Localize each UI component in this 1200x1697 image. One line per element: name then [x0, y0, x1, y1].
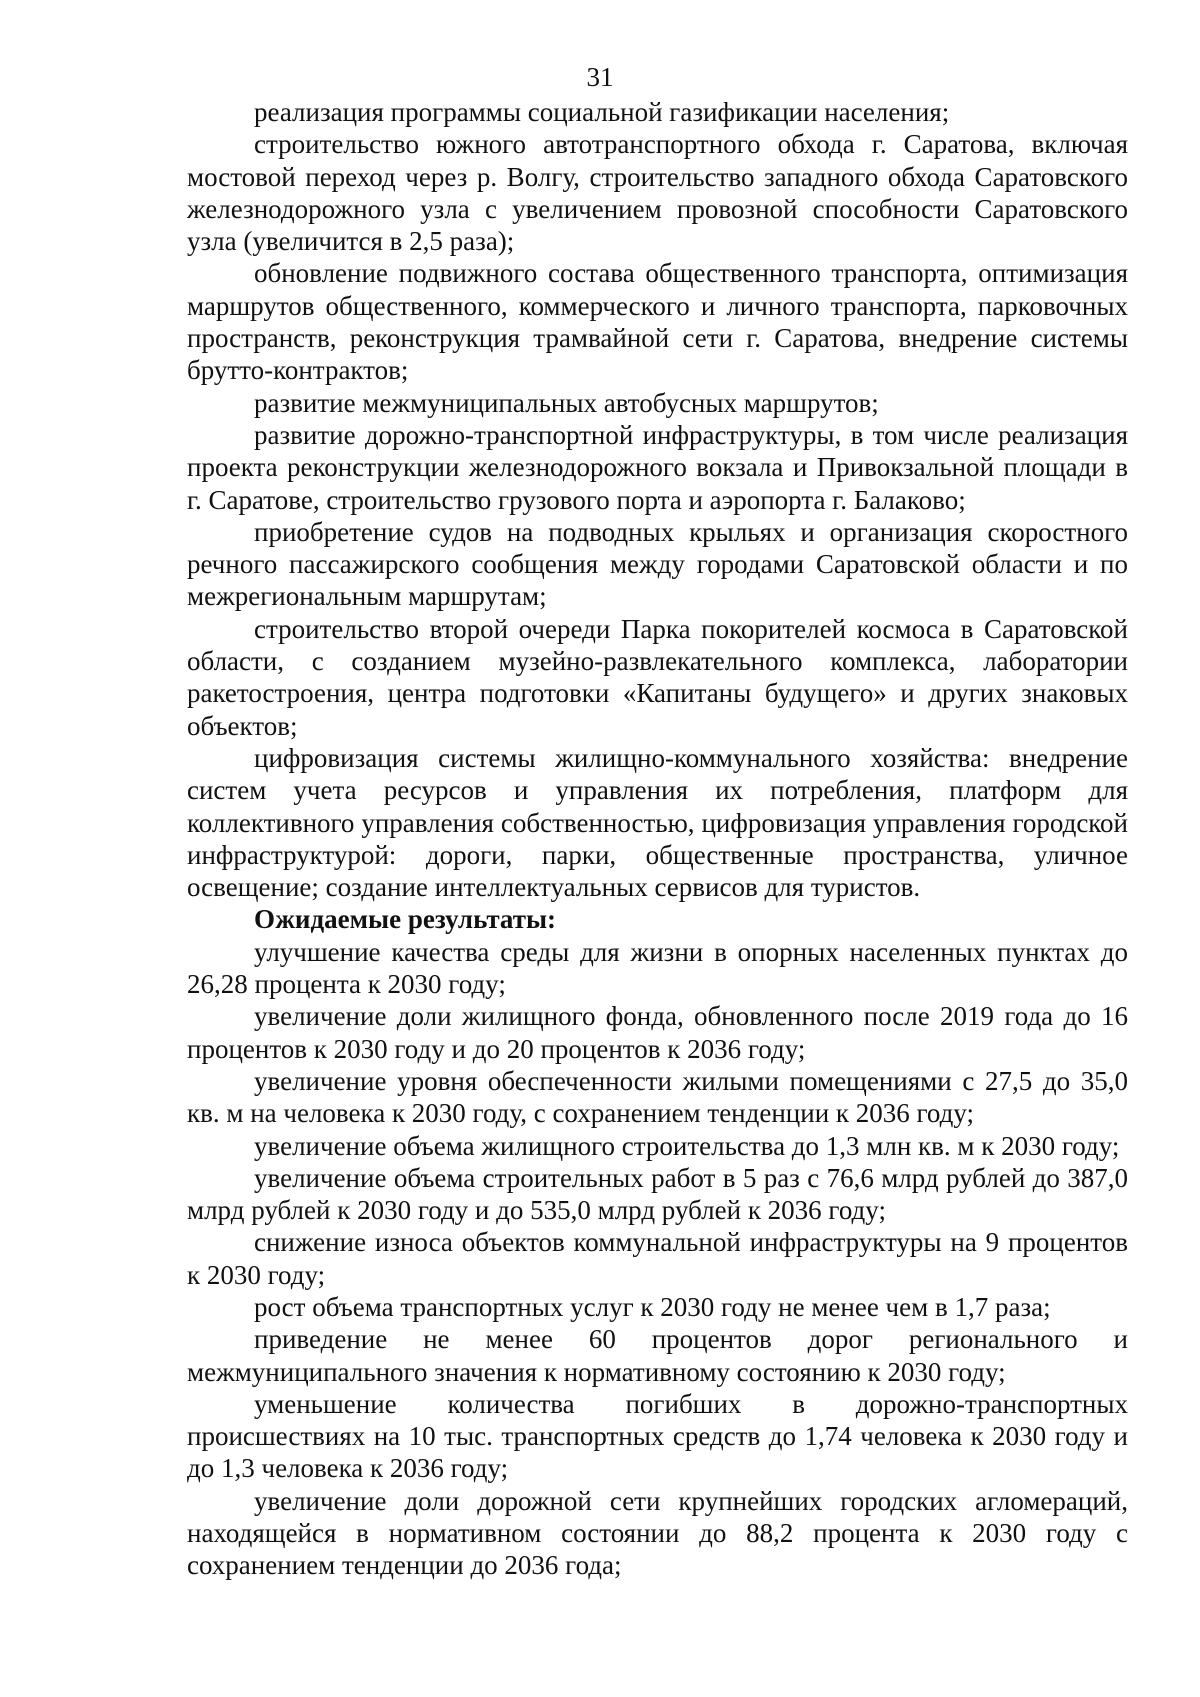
- paragraph: увеличение уровня обеспеченности жилыми помещениями с 27,5 до 35,0 кв. м на человека к 2030 году, с сохранением тенденции к 2036 году;: [187, 1065, 1128, 1129]
- document-body: [187, 96, 1128, 1582]
- paragraph: реализация программы социальной газификации населения;: [254, 97, 950, 127]
- paragraph: увеличение объема жилищного строительства до 1,3 млн кв. м к 2030 году;: [254, 1130, 1120, 1161]
- paragraph: снижение износа объектов коммунальной инфраструктуры на 9 процентов к 2030 году;: [187, 1227, 1128, 1290]
- paragraph: обновление подвижного состава общественного транспорта, оптимизация маршрутов общественного, коммерческого и личного транспорта, парковочных пространств, реконструкция трамвайной сети г. Саратова, внедрение системы брутто-контрактов;: [187, 258, 1128, 386]
- paragraph: строительство второй очереди Парка покорителей космоса в Саратовской области, с созданием музейно-развлекательного комплекса, лаборатории ракетостроения, центра подготовки «Капитаны будущего» и других знаковых объектов;: [187, 613, 1128, 741]
- page-number: 31: [586, 62, 614, 92]
- paragraph: улучшение качества среды для жизни в опорных населенных пунктах до 26,28 процента к 2030 году;: [187, 936, 1128, 1000]
- paragraph: увеличение объема строительных работ в 5 раз с 76,6 млрд рублей до 387,0 млрд рублей к 2030 году и до 535,0 млрд рублей к 2036 году;: [187, 1162, 1128, 1226]
- paragraph: уменьшение количества погибших в дорожно-транспортных происшествиях на 10 тыс. транспортных средств до 1,74 человека к 2030 году и до 1,3 человека к 2036 году;: [187, 1388, 1128, 1484]
- paragraph: цифровизация системы жилищно-коммунального хозяйства: внедрение систем учета ресурсов и управления их потребления, платформ для коллективного управления собственностью, цифровизация управления городской инфраструктурой: дороги, парки, общественные пространства, уличное освещение; создание интеллектуальных сервисов для туристов.: [187, 742, 1128, 903]
- results-heading: Ожидаемые результаты:: [254, 904, 557, 935]
- paragraph: увеличение доли дорожной сети крупнейших городских агломераций, находящейся в нормативном состоянии до 88,2 процента к 2030 году с сохранением тенденции до 2036 года;: [187, 1485, 1128, 1581]
- paragraph: развитие дорожно-транспортной инфраструктуры, в том числе реализация проекта реконструкции железнодорожного вокзала и Привокзальной площади в г. Саратове, строительство грузового порта и аэропорта г. Балаково;: [187, 419, 1128, 515]
- paragraph: развитие межмуниципальных автобусных маршрутов;: [254, 387, 879, 418]
- paragraph: рост объема транспортных услуг к 2030 году не менее чем в 1,7 раза;: [254, 1291, 1051, 1322]
- paragraph: увеличение доли жилищного фонда, обновленного после 2019 года до 16 процентов к 2030 году и до 20 процентов к 2036 году;: [187, 1001, 1128, 1064]
- paragraph: приведение не менее 60 процентов дорог регионального и межмуниципального значения к нормативному состоянию к 2030 году;: [187, 1324, 1128, 1387]
- paragraph: строительство южного автотранспортного обхода г. Саратова, включая мостовой переход через р. Волгу, строительство западного обхода Саратовского железнодорожного узла с увеличением провозной способности Саратовского узла (увеличится в 2,5 раза);: [187, 129, 1128, 257]
- paragraph: приобретение судов на подводных крыльях и организация скоростного речного пассажирского сообщения между городами Саратовской области и по межрегиональным маршрутам;: [187, 516, 1128, 612]
